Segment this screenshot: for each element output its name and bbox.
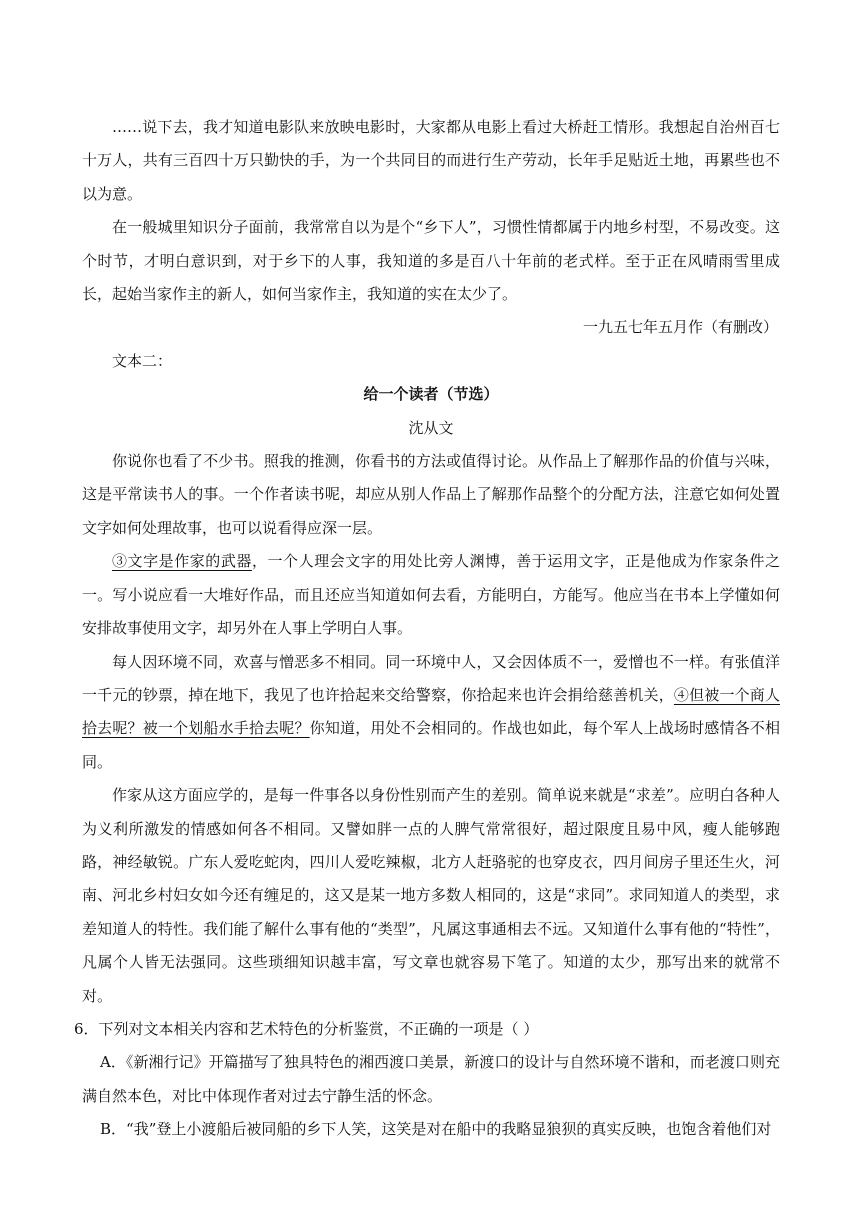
underlined-sentence-3: ③文字是作家的武器	[112, 552, 252, 571]
paragraph-2-rest: ，一个人理会文字的用处比旁人渊博，善于运用文字，正是他成为作家条件之一。写小说应看一大堆好作品，而且还应当知道如何去看，方能明白，方能写。他应当在书本上学懂如何安排故事使用文字，却另外在人事上学明白人事。	[82, 552, 780, 638]
text2-title: 给一个读者（节选）	[363, 385, 499, 404]
text1-date: 一九五七年五月作（有删改）	[582, 318, 778, 337]
text1-paragraph-2: 在一般城里知识分子面前，我常常自以为是个“乡下人”，习惯性情都属于内地乡村型，不易改变。这个时节，才明白意识到，对于乡下的人事，我知道的多是百八十年前的老式样。至于正在风晴雨雪里成长，起始当家作主的新人，如何当家作主，我知道的实在太少了。	[82, 218, 780, 304]
text2-label: 文本二：	[112, 351, 173, 370]
question-6-option-a: A．《新湘行记》开篇描写了独具特色的湘西渡口美景，新渡口的设计与自然环境不谐和，而老渡口则充满自然本色，对比中体现作者对过去宁静生活的怀念。	[82, 1053, 780, 1105]
paragraph-3-end: 你知道，用处不会相同的。作战也如此，每个军人上战场时感情各不相同。	[82, 719, 780, 771]
document-body	[74, 111, 780, 1147]
underlined-sentence-4: ④但被一个商人拾去呢？被一个划船水手拾去呢？	[82, 685, 780, 738]
question-6-stem: 6．下列对文本相关内容和艺术特色的分析鉴赏，不正确的一项是（ ）	[74, 1019, 539, 1038]
text2-paragraph-3	[82, 646, 780, 780]
text2-paragraph-4: 作家从这方面应学的，是每一件事各以身份性别而产生的差别。简单说来就是“求差”。应明白各种人为义利所激发的情感如何各不相同。又譬如胖一点的人脾气常常很好，超过限度且易中风，瘦人能够跑路，神经敏锐。广东人爱吃蛇肉，四川人爱吃辣椒，北方人赶骆驼的也穿皮衣，四月间房子里还生火，河南、河北乡村妇女如今还有缠足的，这又是某一地方多数人相同的，这是“求同”。求同知道人的类型，求差知道人的特性。我们能了解什么事有他的“类型”，凡属这事通相去不远。又知道什么事有他的“特性”，凡属个人皆无法强同。这些琐细知识越丰富，写文章也就容易下笔了。知道的太少，那写出来的就常不对。	[82, 786, 780, 1005]
paragraph-3-start: 每人因环境不同，欢喜与憎恶多不相同。同一环境中人，又会因体质不一，爱憎也不一样。有张值洋一千元的钞票，掉在地下，我见了也许拾起来交给警察，你拾起来也许会捐给慈善机关，	[82, 652, 780, 704]
text1-paragraph-1: ……说下去，我才知道电影队来放映电影时，大家都从电影上看过大桥赶工情形。我想起自治州百七十万人，共有三百四十万只勤快的手，为一个共同目的而进行生产劳动，长年手足贴近土地，再累些也不以为意。	[82, 118, 780, 203]
text2-author: 沈从文	[408, 418, 454, 437]
text2-paragraph-2	[82, 545, 780, 645]
question-6-option-b: B．“我”登上小渡船后被同船的乡下人笑，这笑是对在船中的我略显狼狈的真实反映，也饱含着他们对	[100, 1120, 772, 1139]
text2-paragraph-1: 你说你也看了不少书。照我的推测，你看书的方法或值得讨论。从作品上了解那作品的价值与兴味，这是平常读书人的事。一个作者读书呢，却应从别人作品上了解那作品整个的分配方法，注意它如何处置文字如何处理故事，也可以说看得应深一层。	[82, 452, 780, 537]
